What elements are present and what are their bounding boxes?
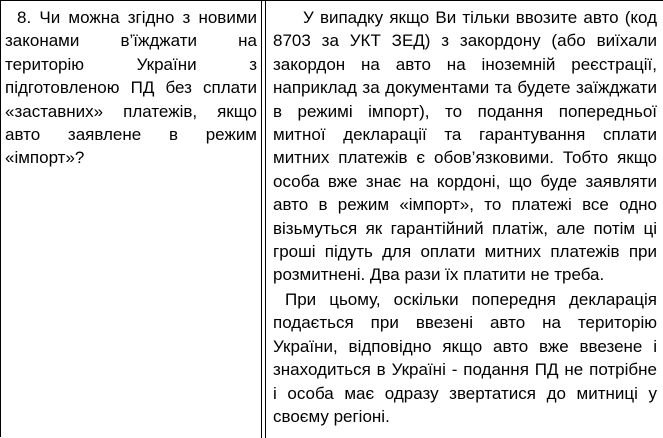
answer-text-block	[273, 6, 657, 428]
question-text-block	[5, 6, 257, 170]
question-text: 8. Чи можна згідно з новими законами в’їжджати на територію України з підготовленою ПД без сплати «заставних» платежів, якщо авто заявлене в режим «імпорт»?	[5, 8, 257, 168]
answer-paragraph-2: При цьому, оскільки попередня декларація подається при ввезені авто на територію України, відповідно якщо авто вже ввезене і знаходиться в Україні - подання ПД не потрібне і особа має одразу звертатися до митниці у своєму регіоні.	[273, 289, 657, 426]
column-divider	[265, 1, 266, 438]
answer-paragraph-1: У випадку якщо Ви тільки ввозите авто (код 8703 за УКТ ЗЕД) з закордону (або виїхали закордон на авто на іноземній реєстрації, наприклад за документами та будете заїжджати в режимі імпорт), то подання попередньої митної декларації та гарантування сплати митних платежів є обов’язковими. Тобто якщо особа вже знає на кордоні, що буде заявляти авто в режим «імпорт», то платежі все одно візьмуться як гарантійний платіж, але потім ці гроші підуть для оплати митних платежів при розмитнені. Два рази їх платити не треба.	[273, 8, 657, 285]
